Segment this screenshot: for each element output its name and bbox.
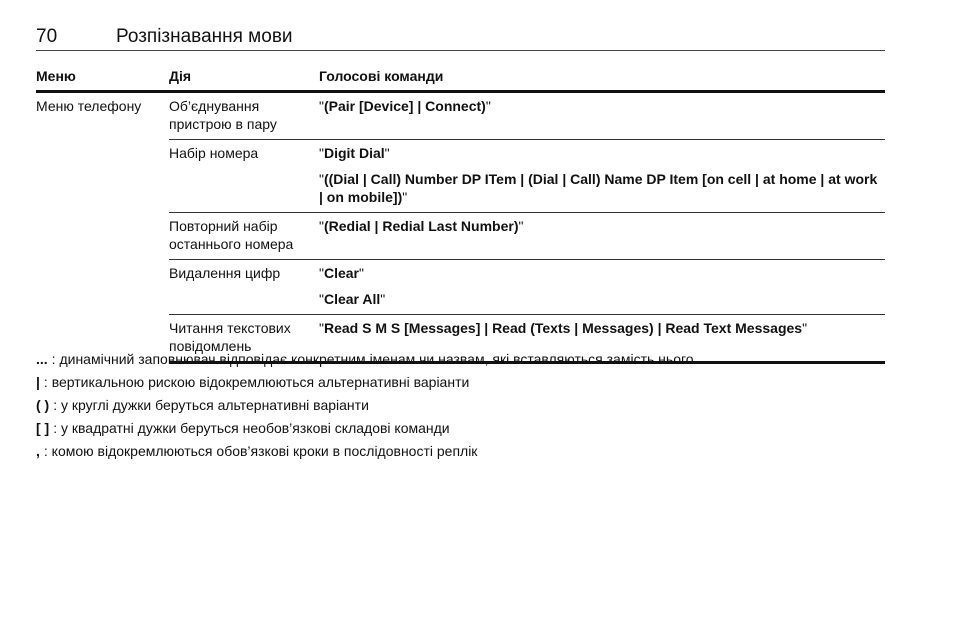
table-row <box>169 213 885 260</box>
legend-text: : вертикальною рискою відокремлюються альтернативні варіанти <box>43 374 470 390</box>
legend-symbol: | <box>36 374 40 390</box>
commands-cell <box>319 97 885 133</box>
command-line: "Read S M S [Messages] | Read (Texts | Messages) | Read Text Messages" <box>319 320 808 336</box>
table-group-phone-menu <box>36 93 885 364</box>
command-text: Read S M S [Messages] | Read (Texts | Messages) | Read Text Messages <box>323 320 803 336</box>
column-header-commands: Голосові команди <box>319 68 444 84</box>
legend-item <box>36 419 885 442</box>
action-cell: Видалення цифр <box>169 265 281 281</box>
action-cell: Повторний набір останнього номера <box>169 218 294 252</box>
page-number: 70 <box>36 26 58 47</box>
legend-symbol: [ ] <box>36 420 50 436</box>
command-text: ((Dial | Call) Number DP ITem | (Dial | Call) Name DP Item [on cell | at home | at work | on mobile]) <box>319 171 878 205</box>
legend-item <box>36 442 885 465</box>
command-text: (Redial | Redial Last Number) <box>323 218 519 234</box>
legend-text: : динамічний заповнювач відповідає конкретним іменам чи назвам, які вставляються замість нього <box>51 351 694 367</box>
column-header-menu: Меню <box>36 68 76 84</box>
command-line: "Digit Dial" <box>319 145 390 161</box>
menu-cell: Меню телефону <box>36 98 142 114</box>
action-cell: Читання текстових повідомлень <box>169 320 291 354</box>
legend <box>36 350 885 465</box>
command-line: "Clear" <box>319 265 364 281</box>
legend-item <box>36 373 885 396</box>
voice-commands-table <box>36 68 885 364</box>
table-row <box>169 260 885 315</box>
command-line: "(Redial | Redial Last Number)" <box>319 218 524 234</box>
command-text: Digit Dial <box>323 145 385 161</box>
page-header <box>36 26 885 51</box>
table-row <box>169 140 885 213</box>
command-line: "Clear All" <box>319 291 386 307</box>
legend-item <box>36 396 885 419</box>
action-cell: Об’єднування пристрою в пару <box>169 98 277 132</box>
column-header-action: Дія <box>169 68 192 84</box>
legend-text: : у круглі дужки беруться альтернативні варіанти <box>53 397 369 413</box>
command-line: "((Dial | Call) Number DP ITem | (Dial | Call) Name DP Item [on cell | at home | at work | on mobile])" <box>319 171 878 205</box>
command-text: (Pair [Device] | Connect) <box>323 98 486 114</box>
commands-cell <box>319 144 885 206</box>
command-line: "(Pair [Device] | Connect)" <box>319 98 491 114</box>
legend-text: : комою відокремлюються обов’язкові кроки в послідовності реплік <box>43 443 478 459</box>
page-title: Розпізнавання мови <box>116 26 293 47</box>
command-text: Clear <box>323 265 360 281</box>
legend-item <box>36 350 885 373</box>
table-header-row <box>36 68 885 93</box>
command-text: Clear All <box>323 291 381 307</box>
legend-symbol: , <box>36 443 40 459</box>
legend-symbol: ... <box>36 351 48 367</box>
commands-cell <box>319 264 885 308</box>
commands-cell <box>319 217 885 253</box>
table-row <box>169 93 885 140</box>
legend-symbol: ( ) <box>36 397 50 413</box>
legend-text: : у квадратні дужки беруться необов’язкові складові команди <box>53 420 450 436</box>
action-cell: Набір номера <box>169 145 259 161</box>
